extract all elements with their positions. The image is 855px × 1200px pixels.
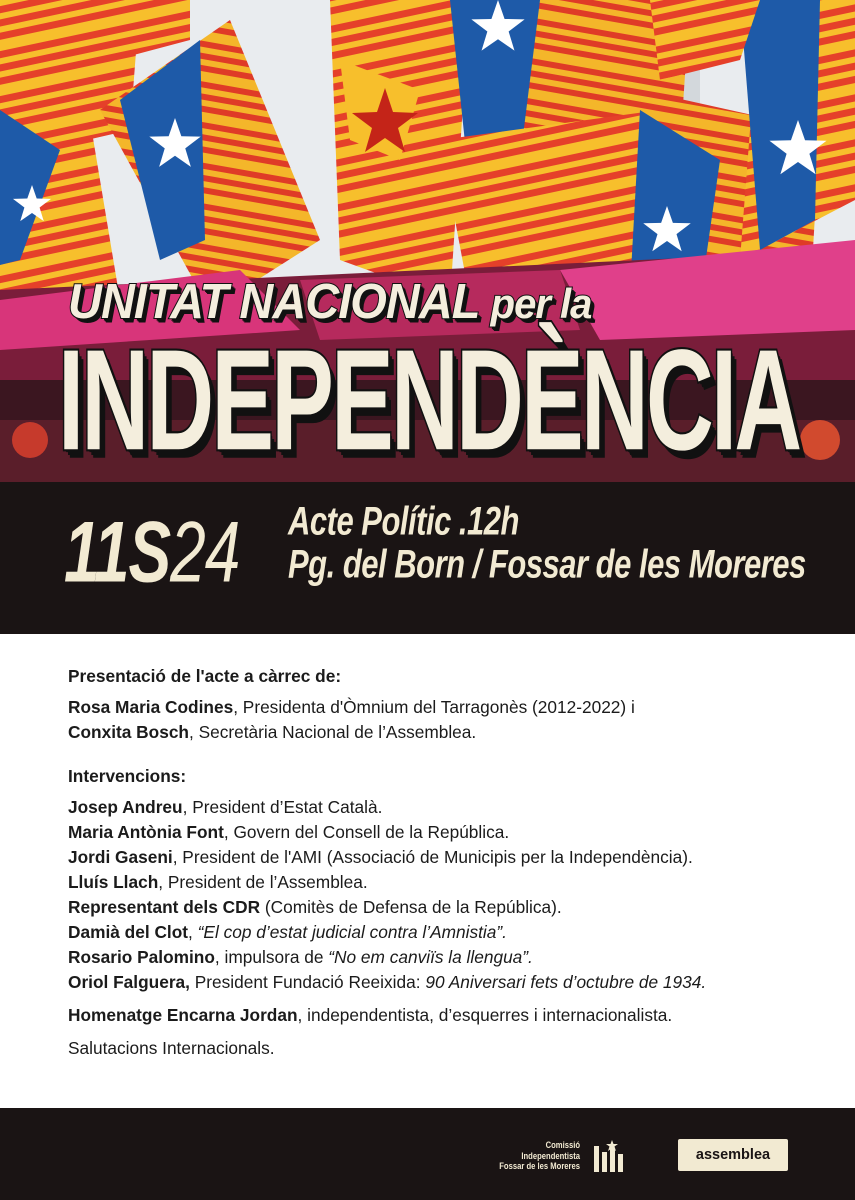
- homage-line: Homenatge Encarna Jordan, independentista, d’esquerres i internacionalista.: [68, 1005, 673, 1025]
- presentation-heading: Presentació de l'acte a càrrec de:: [68, 666, 342, 686]
- closing-line: Salutacions Internacionals.: [68, 1038, 275, 1058]
- intervention-item: Lluís Llach, President de l’Assemblea.: [68, 872, 368, 892]
- title-line-2: INDEPENDÈNCIA: [58, 321, 800, 481]
- commission-name: Comissió Independentista Fossar de les Moreres: [499, 1140, 580, 1171]
- event-title: Acte Polític .12h: [288, 498, 519, 544]
- intervention-item: Josep Andreu, President d’Estat Català.: [68, 797, 383, 817]
- event-band: [0, 482, 855, 634]
- intervention-item: Damià del Clot, “El cop d’estat judicial contra l’Amnistia”.: [68, 922, 507, 942]
- intervention-item: Oriol Falguera, President Fundació Reeixida: 90 Aniversari fets d’octubre de 1934.: [68, 972, 707, 992]
- title-line-1: UNITAT NACIONAL per la: [68, 273, 592, 329]
- intervention-item: Maria Antònia Font, Govern del Consell de la República.: [68, 822, 510, 842]
- intervention-item: Jordi Gaseni, President de l'AMI (Associació de Municipis per la Independència).: [68, 847, 693, 867]
- assemblea-logo: assemblea: [678, 1139, 788, 1171]
- program-text: [68, 664, 808, 1061]
- footer: [0, 1108, 855, 1200]
- event-location: Pg. del Born / Fossar de les Moreres: [288, 541, 806, 587]
- commission-emblem-icon: [592, 1140, 626, 1174]
- hero-banner: [0, 0, 855, 482]
- presentation-item: Conxita Bosch, Secretària Nacional de l’Assemblea.: [68, 722, 477, 742]
- interventions-heading: Intervencions:: [68, 766, 187, 786]
- intervention-item: Representant dels CDR (Comitès de Defensa de la República).: [68, 897, 562, 917]
- presentation-item: Rosa Maria Codines, Presidenta d'Òmnium del Tarragonès (2012-2022) i: [68, 697, 635, 717]
- event-date: 11S24: [64, 503, 240, 601]
- intervention-item: Rosario Palomino, impulsora de “No em canviïs la llengua”.: [68, 947, 533, 967]
